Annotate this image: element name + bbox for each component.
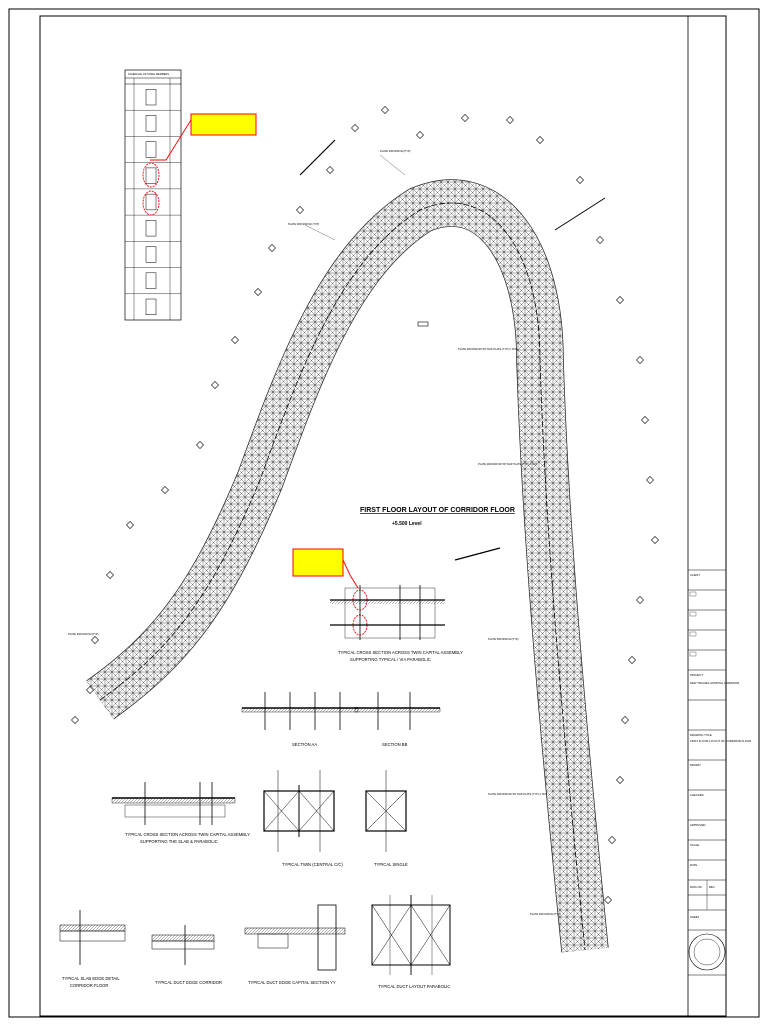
- detail-typical-twin: [264, 770, 343, 867]
- grid-marker-icon: [381, 106, 388, 113]
- grid-marker-icon: [416, 131, 423, 138]
- grid-marker-icon: [646, 476, 653, 483]
- tb-dwgno: DWG NO.: [690, 885, 703, 889]
- callout-4: PLATE 400X400X20 WT DHP PLATE (TYP) 2 NOS: [478, 463, 538, 466]
- tb-approved: APPROVED: [690, 823, 706, 827]
- caption-duct-layout: TYPICAL DUCT LAYOUT PARABOLIC: [378, 984, 451, 989]
- member-section-icon: [146, 89, 156, 105]
- detail-section-aa: [242, 692, 358, 747]
- grid-marker-icon: [576, 176, 583, 183]
- highlight-box-top: [191, 114, 256, 135]
- caption-twin-capital-slab: TYPICAL CROSS SECTION ACROSS TWIN CAPITAL ASSEMBLY: [125, 832, 250, 837]
- tb-rev: REV: [709, 885, 715, 889]
- grid-marker-icon: [161, 486, 168, 493]
- drawing-title: FIRST FLOOR LAYOUT OF CORRIDOR FLOOR: [360, 507, 515, 514]
- caption-typical-single: TYPICAL SINGLE: [374, 862, 408, 867]
- caption-twin-capital-typical-sub: SUPPORTING TYPICAL / VIA PARABOLIC: [350, 657, 431, 662]
- grid-marker-icon: [636, 356, 643, 363]
- member-section-icon: [146, 168, 156, 184]
- grid-marker-icon: [126, 521, 133, 528]
- tb-client: CLIENT: [690, 573, 700, 577]
- tb-title-label: DRAWING TITLE: [690, 733, 712, 737]
- detail-duct-capital: [245, 905, 345, 985]
- callout-5: PLATE 500X300X12(TYP): [488, 638, 519, 641]
- ramp-stub: [555, 198, 605, 230]
- grid-marker-icon: [641, 416, 648, 423]
- caption-section-aa: SECTION AA: [292, 742, 318, 747]
- grid-marker-icon: [268, 244, 275, 251]
- tb-project: NEW TRAUMA HOSPITAL CORRIDOR: [690, 681, 740, 685]
- pipe-stub: [455, 548, 500, 560]
- highlight-circle-2: [143, 191, 159, 215]
- grid-marker-icon: [91, 636, 98, 643]
- caption-typical-twin: TYPICAL TWIN (CENTRAL C/C): [282, 862, 343, 867]
- detail-duct-layout: [372, 895, 450, 989]
- tb-drawing-title: FIRST FLOOR LAYOUT OF CORRIDOR FLOOR: [690, 739, 752, 743]
- tb-sheet: SHEET: [690, 915, 700, 919]
- schedule-rows: [125, 89, 181, 315]
- callout-2: PLATE 300X100X10 (TYP): [288, 223, 320, 226]
- steel-schedule-table: [125, 70, 181, 320]
- grid-marker-icon: [621, 716, 628, 723]
- member-section-icon: [146, 115, 156, 131]
- caption-section-bb: SECTION BB: [382, 742, 408, 747]
- caption-duct-edge: TYPICAL DUCT EDGE CORRIDOR: [155, 980, 223, 985]
- grid-marker-icon: [254, 288, 261, 295]
- grid-marker-icon: [106, 571, 113, 578]
- corridor-truss: [100, 203, 585, 950]
- tb-drawn: DRAWN: [690, 763, 701, 767]
- tb-scale: SCALE: [690, 843, 700, 847]
- grid-marker-icon: [196, 441, 203, 448]
- caption-twin-capital-slab-sub: SUPPORTING THE SLAB & PARABOLIC: [140, 839, 218, 844]
- detail-twin-capital-typical: [330, 585, 463, 662]
- grid-marker-icon: [211, 381, 218, 388]
- grid-marker-icon: [636, 596, 643, 603]
- corridor-plan: [68, 106, 659, 950]
- grid-marker-icon: [596, 236, 603, 243]
- callout-3: PLATE 400X400X20 WT DHP PLATE (TYP) 2 NOS: [458, 348, 518, 351]
- company-seal-icon: [689, 934, 725, 970]
- callout-1: PLATE 200X100X12(TYP): [380, 150, 411, 153]
- detail-section-bb: [355, 692, 440, 747]
- caption-duct-capital: TYPICAL DUCT EDGE CAPITAL SECTION YY: [248, 980, 336, 985]
- highlight-leader-mid: [343, 560, 358, 588]
- callout-7: PLATE 300X100X12(TYP): [68, 633, 99, 636]
- grid-marker-icon: [651, 536, 658, 543]
- member-section-icon: [146, 273, 156, 289]
- grid-marker-icon: [326, 166, 333, 173]
- callout-6: PLATE 400X400X20 WT DHP PLATE (TYP) 2 NOS: [488, 793, 548, 796]
- grid-marker-icon: [608, 836, 615, 843]
- caption-slab-edge-sub: CORRIDOR FLOOR: [70, 983, 109, 988]
- schedule-title: SCHEDULE OF STEEL MEMBERS: [128, 73, 170, 76]
- detail-typical-single: [366, 770, 408, 867]
- member-section-icon: [146, 220, 156, 236]
- grid-marker-icon: [231, 336, 238, 343]
- member-section-icon: [146, 299, 156, 315]
- duct-marker: [418, 322, 428, 326]
- member-section-icon: [146, 247, 156, 263]
- tb-project-label: PROJECT: [690, 673, 704, 677]
- tb-checked: CHECKED: [690, 793, 704, 797]
- detail-slab-edge: [60, 910, 125, 988]
- grid-marker-icon: [506, 116, 513, 123]
- title-block: [688, 16, 751, 1016]
- grid-marker-icon: [296, 206, 303, 213]
- drawing-level: +5.500 Level: [392, 521, 422, 527]
- highlight-box-mid: [293, 549, 343, 576]
- detail-duct-edge: [152, 925, 222, 985]
- grid-marker-icon: [536, 136, 543, 143]
- grid-marker-icon: [461, 114, 468, 121]
- grid-marker-icon: [616, 776, 623, 783]
- member-section-icon: [146, 194, 156, 210]
- grid-marker-icon: [604, 896, 611, 903]
- grid-marker-icon: [616, 296, 623, 303]
- tb-date: DATE: [690, 863, 698, 867]
- callout-8: PLATE 300X100X12(TYP): [530, 913, 561, 916]
- grid-marker-icon: [351, 124, 358, 131]
- detail-twin-capital-slab: [112, 782, 250, 844]
- caption-slab-edge: TYPICAL SLAB EDGE DETAIL: [62, 976, 120, 981]
- grid-marker-icon: [628, 656, 635, 663]
- member-section-icon: [146, 142, 156, 158]
- caption-twin-capital-typical: TYPICAL CROSS SECTION ACROSS TWIN CAPITAL ASSEMBLY: [338, 650, 463, 655]
- grid-marker-icon: [71, 716, 78, 723]
